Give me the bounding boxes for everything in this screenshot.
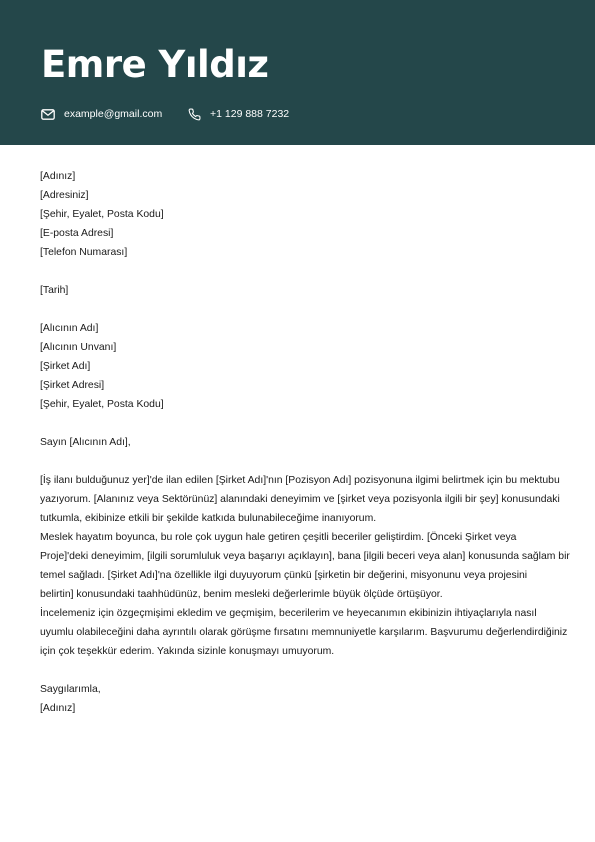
paragraph-line: Proje]'deki deneyimim, [ilgili sorumluluk veya başarıyı açıklayın], bana [ilgili beceri veya alan] konusunda sağlam bir bbox=[40, 551, 570, 562]
paragraph-line: tutkumla, ekibinize etkili bir şekilde katkıda bulunabileceğime inanıyorum. bbox=[40, 513, 377, 524]
paragraph-line: uyumlu olabileceğini daha ayrıntılı olarak görüşme fırsatını memnuniyetle karşılarım. Başvurumu değerlendirdiğiniz bbox=[40, 627, 568, 638]
applicant-name: Emre Yıldız bbox=[41, 43, 269, 86]
paragraph-1 bbox=[40, 471, 560, 528]
paragraph-line: için çok teşekkür ederim. Yakında sizinle konuşmayı umuyorum. bbox=[40, 646, 335, 657]
phone-text[interactable]: +1 129 888 7232 bbox=[210, 108, 290, 120]
recipient-block bbox=[40, 319, 560, 414]
paragraph-line: yazıyorum. [Alanınız veya Sektörünüz] alanındaki deneyimim ve [şirket veya pozisyonla ilgili bir şey] konusundaki bbox=[40, 494, 560, 505]
contact-phone bbox=[188, 106, 289, 122]
recipient-line: [Şehir, Eyalet, Posta Kodu] bbox=[40, 399, 164, 410]
paragraph-line: [İş ilanı bulduğunuz yer]'de ilan edilen [Şirket Adı]'nın [Pozisyon Adı] pozisyonuna ilgimi belirtmek için bu mektubu bbox=[40, 475, 560, 486]
letter-body bbox=[40, 167, 570, 718]
paragraph-2 bbox=[40, 528, 570, 604]
sender-line: [Şehir, Eyalet, Posta Kodu] bbox=[40, 209, 164, 220]
paragraph-line: İncelemeniz için özgeçmişimi ekledim ve geçmişim, becerilerim ve heyecanımın ekibinizin ihtiyaçlarıyla nasıl bbox=[40, 608, 537, 619]
recipient-line: [Şirket Adı] bbox=[40, 361, 91, 372]
sender-line: [Adınız] bbox=[40, 171, 76, 182]
header-banner bbox=[0, 0, 595, 145]
contact-email bbox=[41, 106, 162, 122]
recipient-line: [Alıcının Unvanı] bbox=[40, 342, 117, 353]
paragraph-line: belirtin] konusundaki taahhüdünüz, benim mesleki değerlerimle büyük ölçüde örtüşüyor. bbox=[40, 589, 443, 600]
signature: [Adınız] bbox=[40, 703, 76, 714]
salutation: Sayın [Alıcının Adı], bbox=[40, 437, 131, 448]
closing: Saygılarımla, bbox=[40, 684, 101, 695]
sender-line: [E-posta Adresi] bbox=[40, 228, 114, 239]
mail-icon bbox=[41, 109, 55, 120]
letter-date: [Tarih] bbox=[40, 285, 69, 296]
sender-line: [Adresiniz] bbox=[40, 190, 89, 201]
sender-line: [Telefon Numarası] bbox=[40, 247, 128, 258]
sender-block bbox=[40, 167, 560, 262]
email-text[interactable]: example@gmail.com bbox=[64, 108, 163, 120]
recipient-line: [Şirket Adresi] bbox=[40, 380, 105, 391]
paragraph-line: temel sağladı. [Şirket Adı]'na özellikle ilgi duyuyorum çünkü [şirketin bir değerini, misyonunu veya projesini bbox=[40, 570, 528, 581]
phone-icon bbox=[188, 108, 201, 121]
recipient-line: [Alıcının Adı] bbox=[40, 323, 99, 334]
paragraph-line: Meslek hayatım boyunca, bu role çok uygun hale getiren çeşitli beceriler geliştirdim. [Önceki Şirket veya bbox=[40, 532, 517, 543]
paragraph-3 bbox=[40, 604, 568, 661]
